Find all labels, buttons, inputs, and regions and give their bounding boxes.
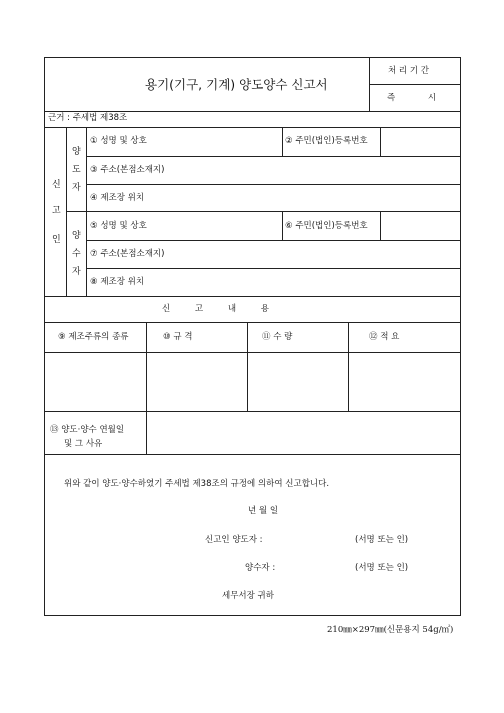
- transferor-label-1: 양: [72, 147, 81, 157]
- frame-right: [460, 57, 461, 616]
- col-remarks: ⑫ 적 요: [369, 332, 400, 342]
- transferee-sign-label: 양수자 :: [245, 563, 276, 573]
- frame-bottom: [44, 615, 461, 616]
- quantity-cell[interactable]: [249, 354, 346, 409]
- transfer-reason-label: 및 그 사유: [64, 439, 103, 449]
- reporter-label-2: 고: [52, 206, 61, 216]
- col-spec: ⑩ 규 격: [163, 332, 193, 342]
- processing-period-value: 즉 시: [387, 93, 437, 103]
- sign-or-seal-2: (서명 또는 인): [355, 563, 409, 573]
- transferee-factory-label: ⑧ 제조장 위치: [90, 277, 145, 287]
- transferee-label-1: 양: [72, 231, 81, 241]
- transfer-date-field[interactable]: [148, 413, 458, 452]
- sign-or-seal-1: (서명 또는 인): [355, 535, 409, 545]
- transfer-date-label: ⑬ 양도·양수 연월일: [50, 425, 125, 435]
- transferor-name-label: ① 성명 및 상호: [90, 136, 147, 146]
- transferor-signature-field[interactable]: [278, 532, 348, 546]
- transferee-label-2: 수: [72, 249, 81, 259]
- legal-basis: 근거 : 주세법 제38조: [48, 113, 128, 123]
- transferee-address-field[interactable]: [190, 243, 458, 266]
- transferor-factory-field[interactable]: [190, 187, 458, 209]
- remarks-cell[interactable]: [350, 354, 458, 409]
- transferor-label-2: 도: [72, 165, 81, 175]
- transferor-factory-label: ④ 제조장 위치: [90, 193, 145, 203]
- frame-left: [44, 57, 45, 616]
- transferor-regno-field[interactable]: [382, 130, 458, 154]
- spec-cell[interactable]: [148, 354, 245, 409]
- col-liquor-type: ⑨ 제조주류의 종류: [58, 332, 129, 342]
- liquor-type-cell[interactable]: [46, 354, 144, 409]
- processing-period-label: 처 리 기 간: [388, 66, 429, 76]
- transferee-signature-field[interactable]: [278, 560, 348, 574]
- transferee-address-label: ⑦ 주소(본점소재지): [90, 249, 165, 259]
- content-header: 신 고 내 용: [162, 304, 269, 314]
- transferee-name-field[interactable]: [90, 214, 280, 238]
- reporter-label-3: 인: [52, 235, 61, 245]
- declaration-text: 위와 같이 양도·양수하였기 주세법 제38조의 규정에 의하여 신고합니다.: [64, 479, 330, 489]
- date-line: 년 월 일: [248, 506, 279, 516]
- addressee: 세무서장 귀하: [222, 591, 274, 601]
- frame-top: [44, 57, 461, 58]
- col-quantity: ⑪ 수 량: [262, 332, 293, 342]
- transferor-name-field[interactable]: [90, 130, 280, 154]
- form-title: 용기(기구, 기계) 양도양수 신고서: [145, 77, 328, 92]
- paper-spec-footer: 210㎜×297㎜(신문용지 54g/㎡): [327, 625, 454, 635]
- transferor-address-field[interactable]: [190, 159, 458, 182]
- transferee-regno-label: ⑥ 주민(법인)등록번호: [285, 221, 368, 231]
- transferor-address-label: ③ 주소(본점소재지): [90, 165, 165, 175]
- transferor-label-3: 자: [72, 183, 81, 193]
- transferee-label-3: 자: [72, 267, 81, 277]
- transferee-factory-field[interactable]: [190, 271, 458, 293]
- transferee-name-label: ⑤ 성명 및 상호: [90, 221, 147, 231]
- reporter-transferor-label: 신고인 양도자 :: [205, 535, 263, 545]
- transferee-regno-field[interactable]: [382, 214, 458, 238]
- reporter-label-1: 신: [52, 180, 61, 190]
- transferor-regno-label: ② 주민(법인)등록번호: [285, 136, 368, 146]
